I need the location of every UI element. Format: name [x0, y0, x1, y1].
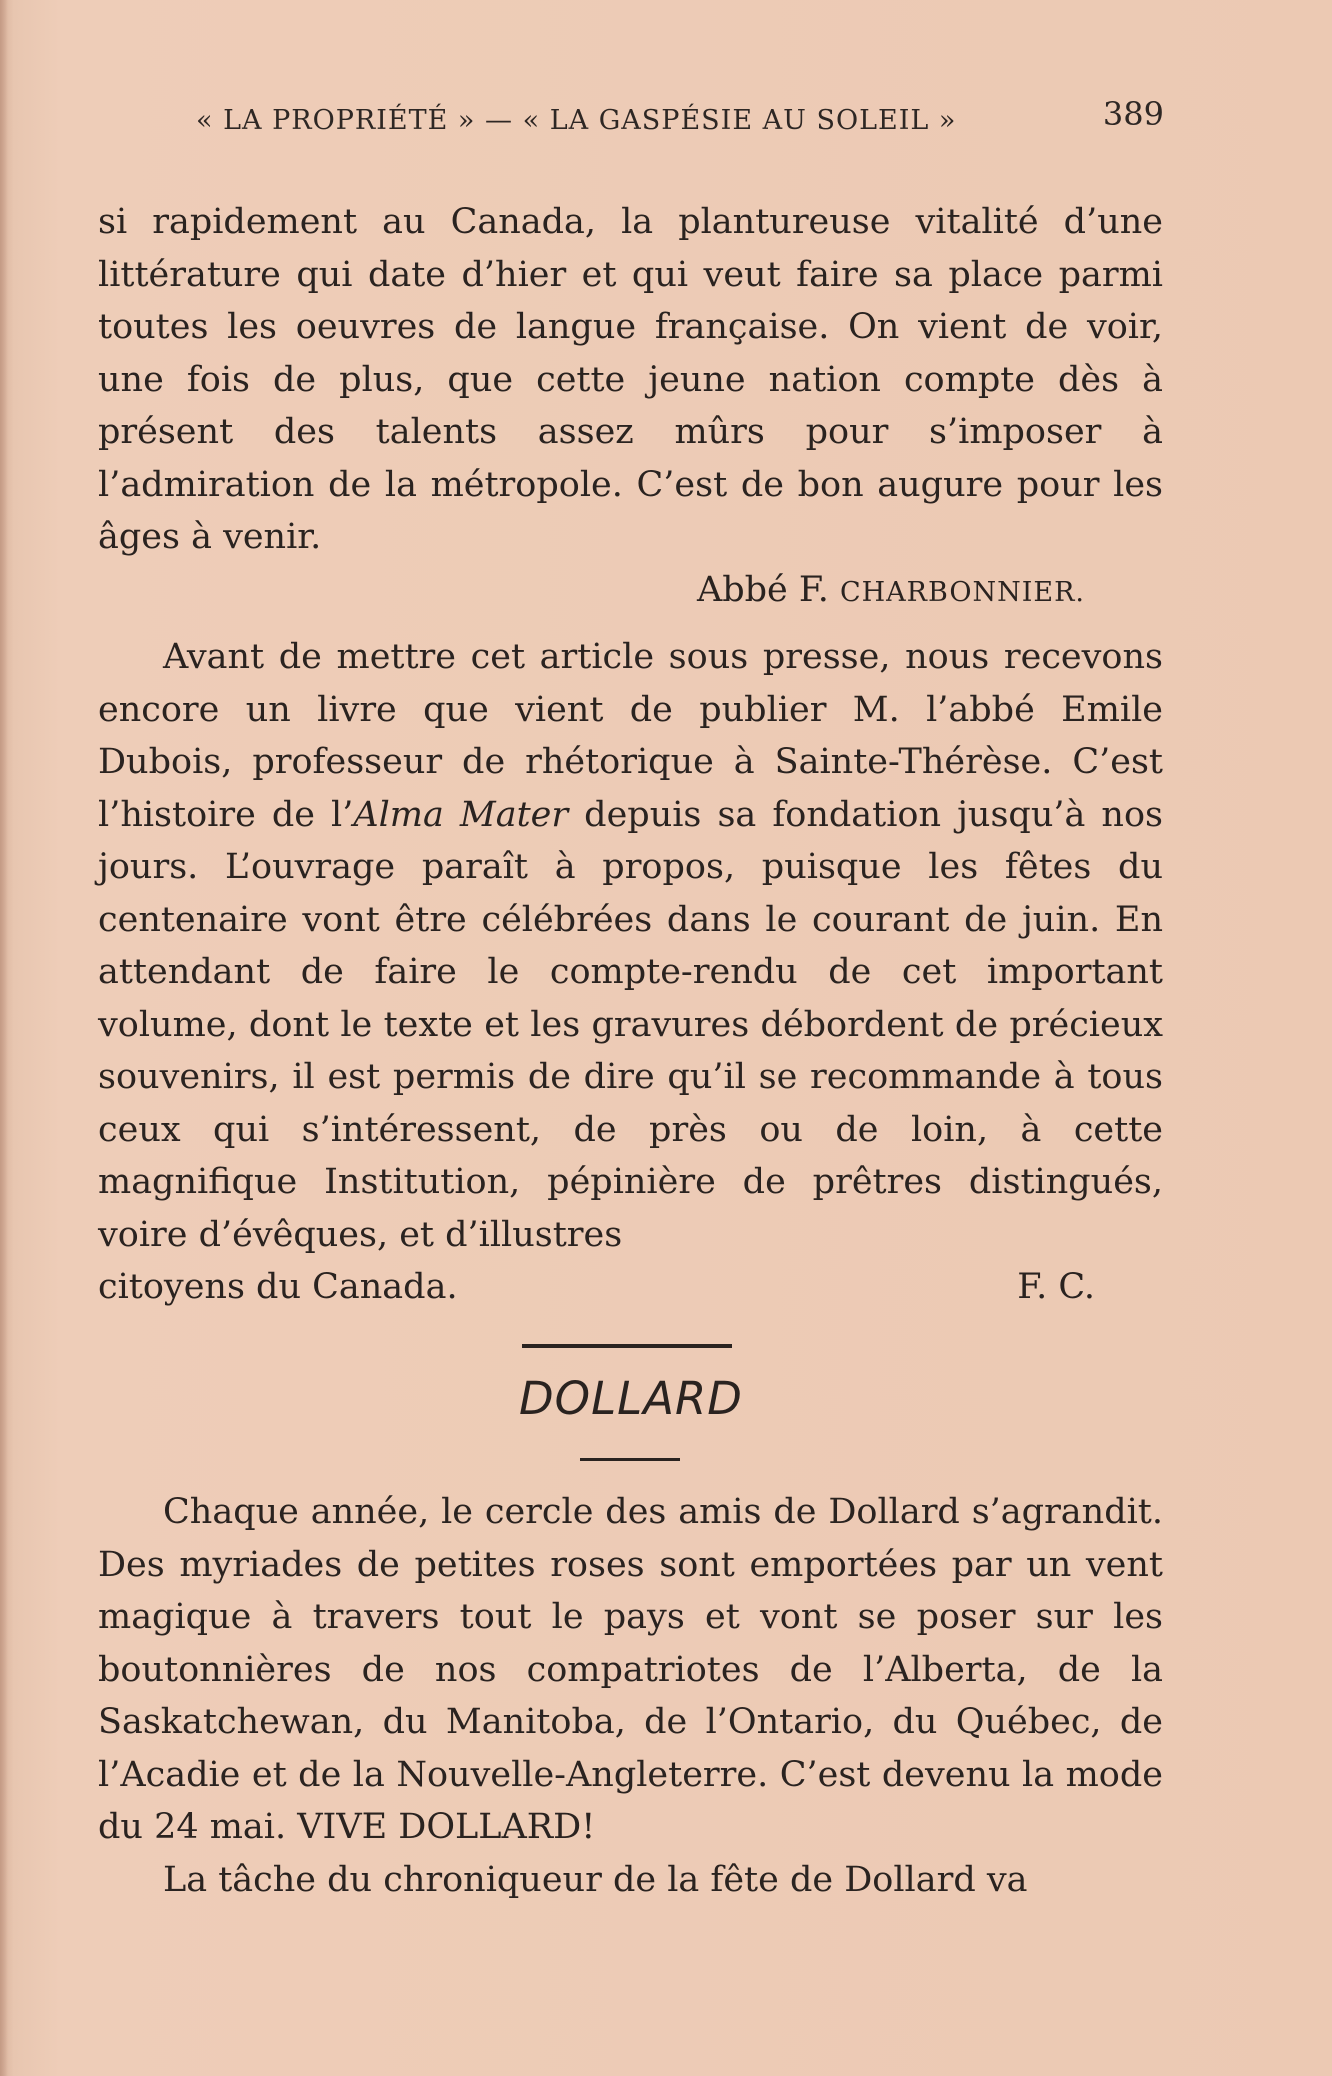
signature-name: CHARBONNIER. [839, 576, 1085, 608]
paragraph-text: depuis sa fondation jusqu’à nos jours. L’ouvrage paraît à propos, puisque les fêtes du centenaire vont être célébrées dans le courant de juin. En attendant de faire le compte-rendu de cet important volume, dont le texte et les gravures débordent de précieux souvenirs, il est permis de dire qu’il se recommande à tous ceux qui s’intéressent, de près ou de loin, à cette magnifique Institution, pépinière de prêtres distingués, voire d’évêques, et d’illustres [98, 794, 1163, 1255]
page-number: 389 [1102, 95, 1164, 133]
book-title: Alma Mater [353, 794, 569, 835]
paragraph: Chaque année, le cercle des amis de Dollard s’agrandit. Des myriades de petites roses sont emportées par un vent magique à travers tout le pays et vont se poser sur les boutonnières de nos compatriotes de l’Alberta, de la Saskatchewan, du Manitoba, de l’Ontario, du Québec, de l’Acadie et de la Nouvelle-Angleterre. C’est devenu la mode du 24 mai. VIVE DOLLARD! [98, 1492, 1163, 1847]
article-end-block [98, 196, 1163, 619]
closing-text: citoyens du Canada. [98, 1267, 458, 1307]
signature-prefix: Abbé F. [696, 569, 840, 610]
running-head-title: « LA PROPRIÉTÉ » — « LA GASPÉSIE AU SOLEIL » [196, 105, 957, 136]
author-initials: F. C. [1017, 1267, 1095, 1307]
book-notice-block [98, 631, 1163, 1314]
paragraph: si rapidement au Canada, la plantureuse vitalité d’une littérature qui date d’hier et qui veut faire sa place parmi toutes les oeuvres de langue française. On vient de voir, une fois de plus, que cette jeune nation compte dès à présent des talents assez mûrs pour s’imposer à l’admiration de la métropole. C’est de bon augure pour les âges à venir. [98, 202, 1163, 557]
closing-line [98, 1261, 1163, 1314]
section-heading: DOLLARD [519, 1372, 743, 1425]
paragraph [98, 631, 1163, 1261]
page-gutter-shadow [0, 0, 8, 2076]
paragraph-text: Avant de mettre cet article sous presse, nous recevons encore un livre que vient de publier M. l’abbé Emile Dubois, professeur de rhétorique à Sainte-Thérèse. C’est l’histoire de l’ [98, 637, 1163, 835]
paragraph: La tâche du chroniqueur de la fête de Dollard va [163, 1859, 1028, 1900]
section-divider-bottom [580, 1458, 680, 1461]
signature [98, 564, 1163, 620]
section-divider-top [522, 1344, 732, 1348]
dollard-section-body [98, 1486, 1163, 1906]
